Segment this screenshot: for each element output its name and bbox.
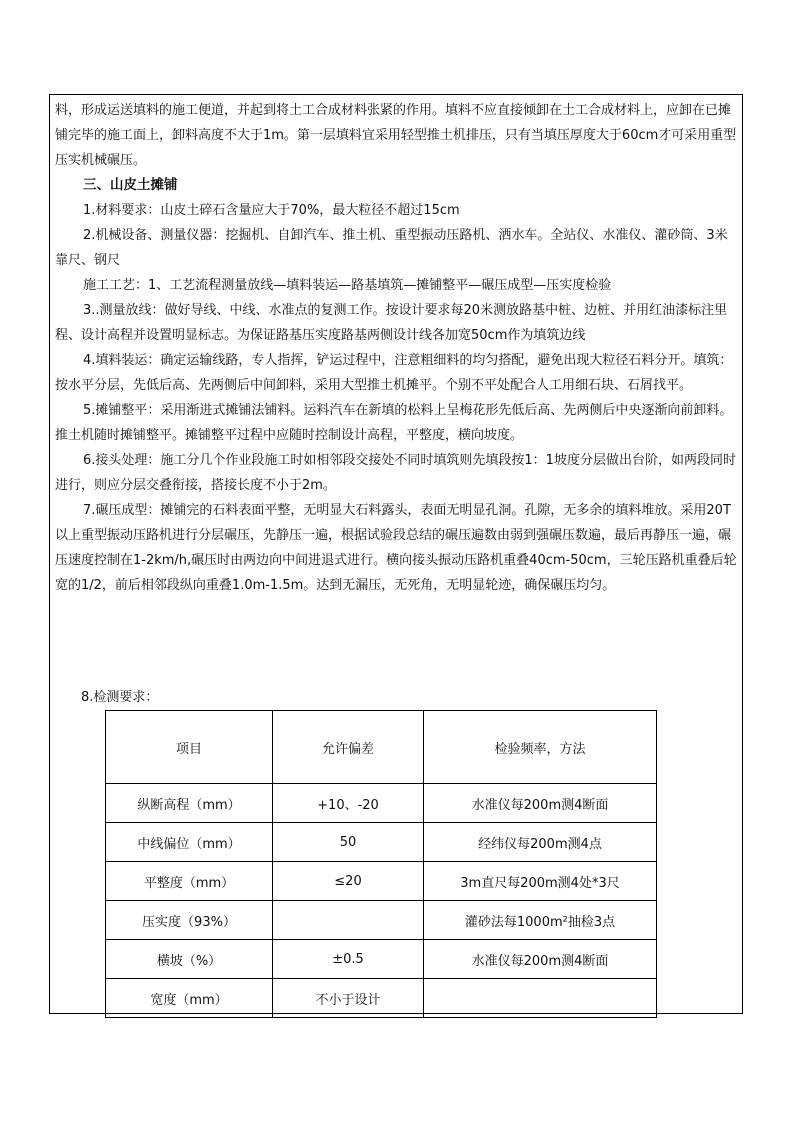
cell-method <box>424 979 657 1018</box>
inspection-table <box>105 710 657 1018</box>
cell-tolerance: 不小于设计 <box>273 979 424 1018</box>
table-row <box>106 940 657 979</box>
cell-method: 灌砂法每1000m²抽检3点 <box>424 901 657 940</box>
cell-item: 中线偏位（mm） <box>106 823 273 862</box>
table-row <box>106 784 657 823</box>
cell-item: 横坡（%） <box>106 940 273 979</box>
header-frequency-method: 检验频率，方法 <box>424 711 657 784</box>
cell-tolerance: +10、-20 <box>273 784 424 823</box>
cell-tolerance: 50 <box>273 823 424 862</box>
table-header-row <box>106 711 657 784</box>
paragraph-leveling: 5.摊铺整平：采用渐进式摊铺法铺料。运料汽车在新填的松料上呈梅花形先低后高、先两侧后中央逐渐向前卸料。推土机随时摊铺整平。摊铺整平过程中应随时控制设计高程，平整度，横向坡度。 <box>55 403 733 443</box>
section-heading: 三、山皮土摊铺 <box>83 177 178 193</box>
paragraph-survey: 3..测量放线：做好导线、中线、水准点的复测工作。按设计要求每20米测放路基中桩、边桩、并用红油漆标注里程、设计高程并设置明显标志。为保证路基压实度路基两侧设计线各加宽50cm作为填筑边线 <box>55 303 728 343</box>
table-row <box>106 823 657 862</box>
paragraph-joint: 6.接头处理：施工分几个作业段施工时如相邻段交接处不同时填筑则先填段按1：1坡度分层做出台阶，如两段同时进行，则应分层交叠衔接，搭接长度不小于2m。 <box>55 453 736 493</box>
cell-tolerance: ≤20 <box>273 862 424 901</box>
document-body <box>55 98 739 598</box>
table-row <box>106 901 657 940</box>
cell-method: 水准仪每200m测4断面 <box>424 940 657 979</box>
document-frame <box>49 94 743 1014</box>
paragraph-compaction: 7.碾压成型：摊铺完的石料表面平整，无明显大石料露头，表面无明显孔洞。孔隙，无多余的填料堆放。采用20T以上重型振动压路机进行分层碾压，先静压一遍，根据试验段总结的碾压遍数由弱到强碾压数遍，最后再静压一遍，碾压速度控制在1-2km/h,碾压时由两边向中间进退式进行。横向接头振动压路机重叠40cm-50cm，三轮压路机重叠后轮宽的1/2，前后相邻段纵向重叠1.0m-1.5m。达到无漏压，无死角，无明显轮迹，确保碾压均匀。 <box>55 503 737 593</box>
cell-item: 宽度（mm） <box>106 979 273 1018</box>
table-row <box>106 979 657 1018</box>
paragraph-material: 1.材料要求：山皮土碎石含量应大于70%，最大粒径不超过15cm <box>83 203 460 218</box>
paragraph-transport: 4.填料装运：确定运输线路，专人指挥，铲运过程中，注意粗细料的均匀搭配，避免出现大粒径石料分开。填筑：按水平分层，先低后高、先两侧后中间卸料，采用大型推土机摊平。个别不平处配合人工用细石块、石屑找平。 <box>55 353 733 393</box>
paragraph-process: 施工工艺：1、工艺流程测量放线—填料装运—路基填筑—摊铺整平—碾压成型—压实度检验 <box>83 278 612 293</box>
cell-method: 水准仪每200m测4断面 <box>424 784 657 823</box>
cell-method: 经纬仪每200m测4点 <box>424 823 657 862</box>
paragraph-equipment: 2.机械设备、测量仪器：挖掘机、自卸汽车、推土机、重型振动压路机、洒水车。全站仪、水准仪、灌砂筒、3米靠尺、钢尺 <box>55 228 728 268</box>
header-tolerance: 允许偏差 <box>273 711 424 784</box>
table-row <box>106 862 657 901</box>
cell-tolerance: ±0.5 <box>273 940 424 979</box>
cell-method: 3m直尺每200m测4处*3尺 <box>424 862 657 901</box>
cell-item: 平整度（mm） <box>106 862 273 901</box>
cell-item: 压实度（93%） <box>106 901 273 940</box>
cell-tolerance <box>273 901 424 940</box>
header-item: 项目 <box>106 711 273 784</box>
detection-requirements-title: 8.检测要求： <box>81 690 159 705</box>
cell-item: 纵断高程（mm） <box>106 784 273 823</box>
paragraph-continuation: 料，形成运送填料的施工便道，并起到将土工合成材料张紧的作用。填料不应直接倾卸在土工合成材料上，应卸在已摊铺完毕的施工面上，卸料高度不大于1m。第一层填料宜采用轻型推土机排压，只有当填压厚度大于60cm才可采用重型压实机械碾压。 <box>55 103 737 168</box>
